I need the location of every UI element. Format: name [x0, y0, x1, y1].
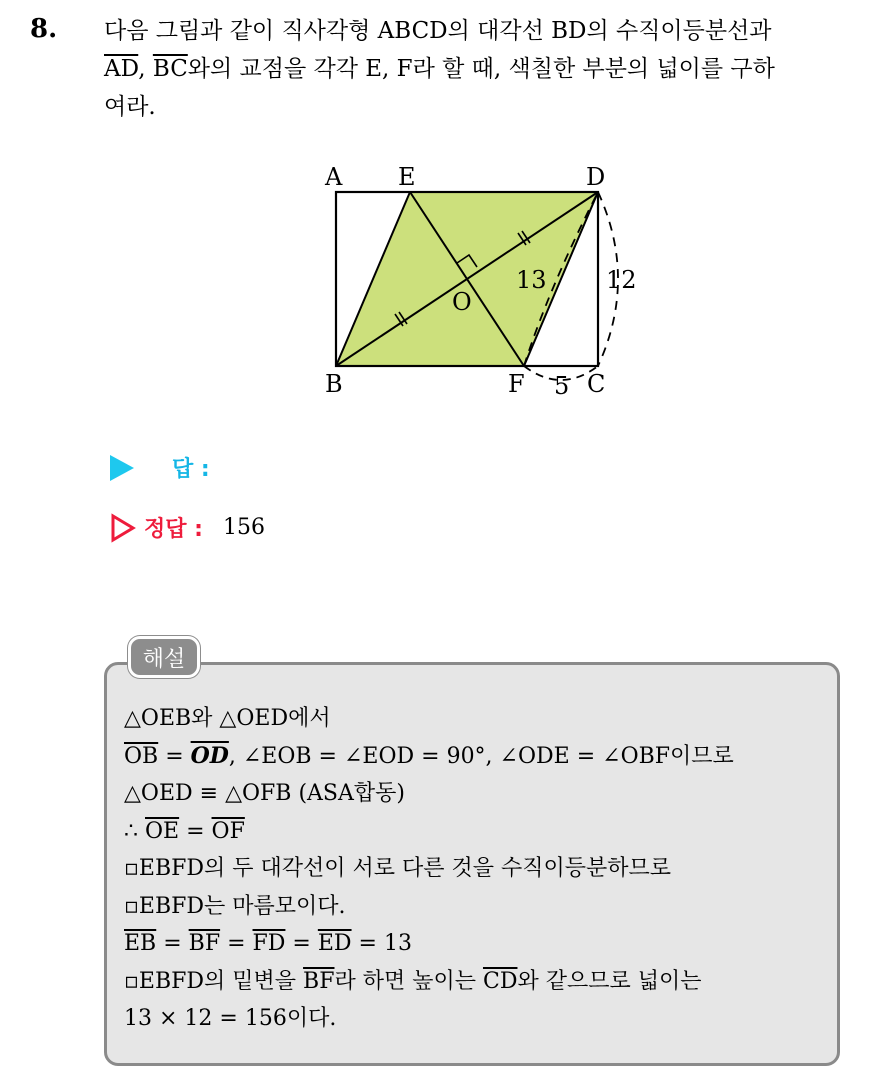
solution-line-7: $\overline{EB} = \overline{BF} = \overline{FD} = \overline{ED} = 13$ [124, 931, 412, 956]
question-line-2: $\overline{AD}$, $\overline{BC}$와의 교점을 각각 E, F라 할 때, 색칠한 부분의 넓이를 구하 [104, 56, 775, 82]
solution-line-1: △OEB와 △OED에서 [124, 706, 331, 731]
length-fc-label: 5 [554, 372, 570, 400]
label-c: C [587, 370, 606, 398]
question-line-3: 여라. [104, 94, 156, 120]
solution-line-5: ▫EBFD의 두 대각선이 서로 다른 것을 수직이등분하므로 [124, 856, 672, 881]
segment-cd-height: $\overline{CD}$ [482, 968, 518, 994]
answer-label: 답 : [172, 457, 210, 482]
question-text [104, 12, 874, 126]
segment-od: $\overline{OD}$ [190, 742, 229, 769]
segment-of: $\overline{OF}$ [211, 818, 245, 844]
label-d: D [586, 163, 606, 191]
solution-line-4: ∴ $\overline{OE} = \overline{OF}$ [124, 818, 245, 844]
play-triangle-icon [110, 455, 134, 481]
solution-line-3: △OED ≡ △OFB (ASA합동) [124, 781, 405, 806]
correct-answer-label: 정답 : [144, 517, 203, 542]
question-number: 8. [30, 14, 58, 44]
segment-bc: $\overline{BC}$ [152, 56, 188, 82]
solution-line-6: ▫EBFD는 마름모이다. [124, 893, 346, 919]
segment-oe: $\overline{OE}$ [145, 818, 180, 844]
correct-answer-row [110, 512, 265, 543]
length-fd-label: 13 [516, 266, 547, 294]
question-line-2-rest: 와의 교점을 각각 E, F라 할 때, 색칠한 부분의 넓이를 구하 [187, 56, 775, 82]
label-a: A [325, 163, 343, 191]
solution-tag: 해설 [128, 636, 200, 678]
segment-eb-text: $\overline{EB}$ [124, 931, 157, 956]
length-cd-label: 12 [606, 266, 637, 294]
solution-line-2: $\overline{OB} = \overline{OD}$, ∠EOB = ∠EOD = 90°, ∠ODE = ∠OBF이므로 [124, 742, 734, 769]
solution-text [124, 700, 834, 1038]
segment-fd-text: $\overline{FD}$ [252, 931, 286, 956]
segment-ed-text: $\overline{ED}$ [317, 931, 352, 956]
rectangle-figure [300, 150, 660, 415]
answer-row [110, 452, 210, 483]
solution-line-9: 13 × 12 = 156이다. [124, 1006, 337, 1031]
label-e: E [398, 163, 416, 191]
label-o: O [452, 288, 472, 316]
solution-line-8: ▫EBFD의 밑변을 $\overline{BF}$라 하면 높이는 $\overline{CD}$와 같으므로 넓이는 [124, 968, 702, 994]
segment-bf-base: $\overline{BF}$ [303, 968, 335, 994]
question-line-1: 다음 그림과 같이 직사각형 ABCD의 대각선 BD의 수직이등분선과 [104, 18, 772, 44]
segment-ob: $\overline{OB}$ [124, 743, 159, 769]
segment-bf-text: $\overline{BF}$ [188, 931, 221, 956]
outline-triangle-icon [110, 513, 136, 543]
correct-answer-value: 156 [222, 515, 265, 540]
label-f: F [508, 370, 525, 398]
label-b: B [325, 370, 343, 398]
segment-ad: $\overline{AD}$ [104, 56, 139, 82]
